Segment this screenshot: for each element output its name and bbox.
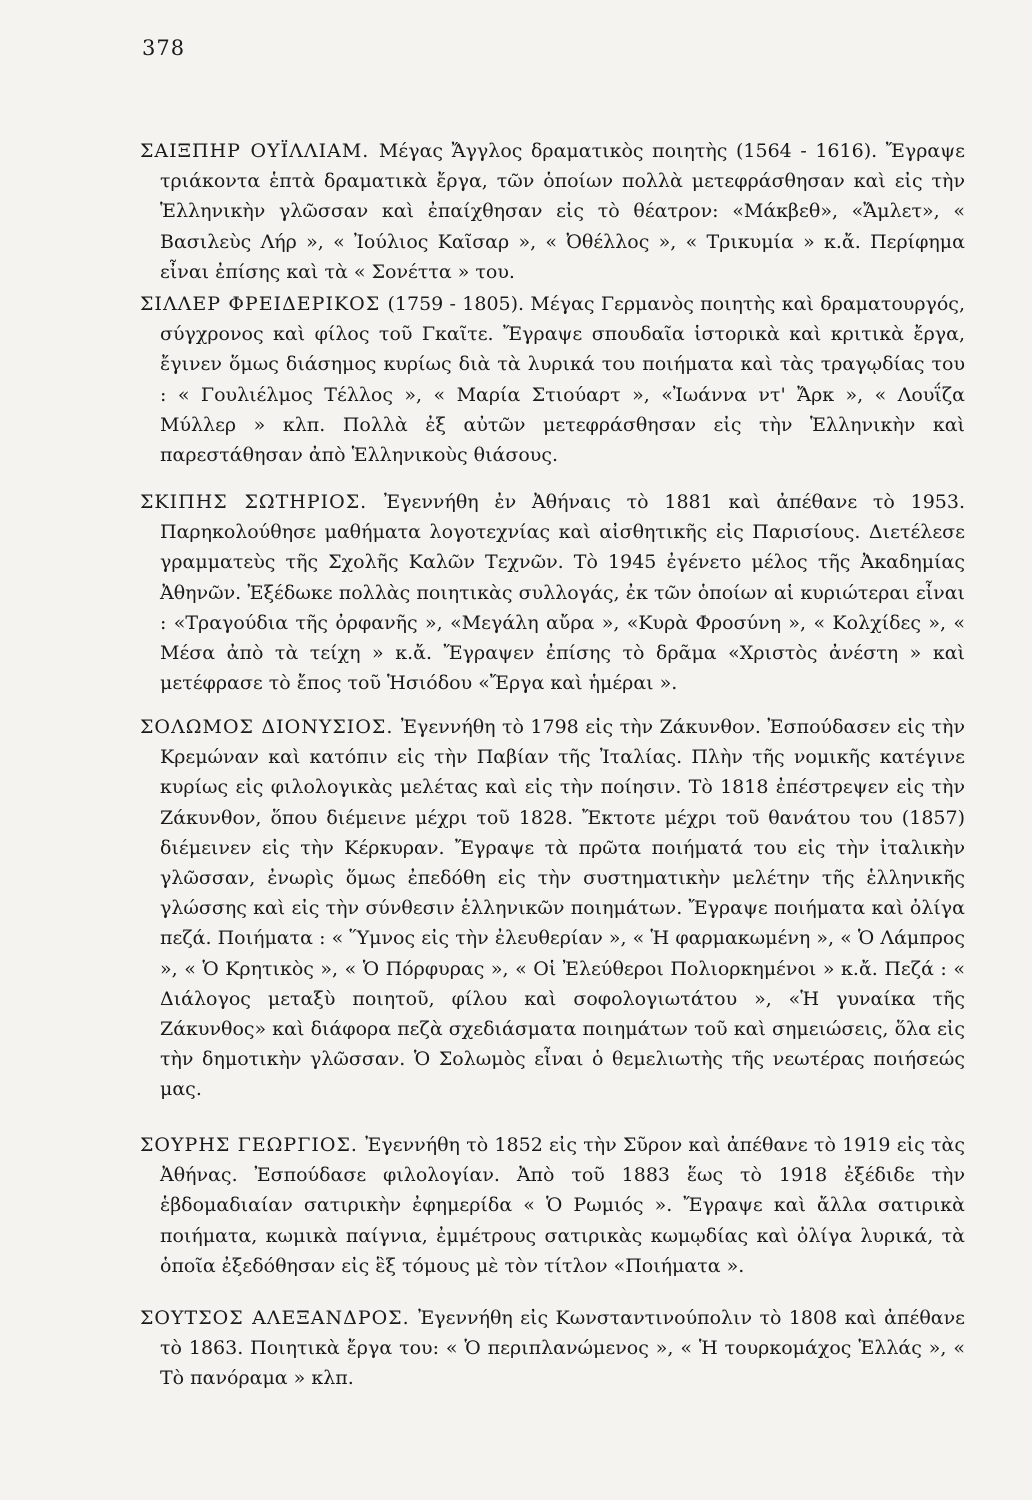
entry-souris	[140, 1130, 965, 1281]
entry-text: Μέγας Ἄγγλος δραματικὸς ποιητὴς (1564 - 1616). Ἔγραψε τριάκοντα ἑπτὰ δραματικὰ ἔργα, τῶν ὁποίων πολλὰ μετεφράσθησαν καὶ εἰς τὴν Ἑλληνικὴν γλῶσσαν καὶ ἐπαίχθησαν εἰς τὸ θέατρον: «Μάκβεθ», «Ἄμλετ», « Βασιλεὺς Λήρ », « Ἰούλιος Καῖσαρ », « Ὀθέλλος », « Τρικυμία » κ.ἄ. Περίφημα εἶναι ἐπίσης καὶ τὰ « Σονέττα » του.	[160, 140, 965, 283]
page-number: 378	[142, 36, 186, 60]
entry-text: Ἐγεννήθη τὸ 1798 εἰς τὴν Ζάκυνθον. Ἐσπούδασεν εἰς τὴν Κρεμώναν καὶ κατόπιν εἰς τὴν Παβίαν τῆς Ἰταλίας. Πλὴν τῆς νομικῆς κατέγινε κυρίως εἰς φιλολογικὰς μελέτας καὶ εἰς τὴν ποίησιν. Τὸ 1818 ἐπέστρεψεν εἰς τὴν Ζάκυνθον, ὅπου διέμεινε μέχρι τοῦ 1828. Ἔκτοτε μέχρι τοῦ θανάτου του (1857) διέμεινεν εἰς τὴν Κέρκυραν. Ἔγραψε τὰ πρῶτα ποιήματά του εἰς τὴν ἰταλικὴν γλῶσσαν, ἐνωρὶς ὅμως ἐπεδόθη εἰς τὴν συστηματικὴν μελέτην τῆς ἑλληνικῆς γλώσσης καὶ εἰς τὴν σύνθεσιν ἑλληνικῶν ποιημάτων. Ἔγραψε ποιήματα καὶ ὀλίγα πεζά. Ποιήματα : « Ὕμνος εἰς τὴν ἐλευθερίαν », « Ἡ φαρμακωμένη », « Ὁ Λάμπρος », « Ὁ Κρητικὸς », « Ὁ Πόρφυρας », « Οἱ Ἐλεύθεροι Πολιορκημένοι » κ.ἄ. Πεζά : « Διάλογος μεταξὺ ποιητοῦ, φίλου καὶ σοφολογιωτάτου », «Ἡ γυναίκα τῆς Ζάκυνθος» καὶ διάφορα πεζὰ σχεδιάσματα ποιημάτων τοῦ καὶ σημειώσεις, ὅλα εἰς τὴν δημοτικὴν γλῶσσαν. Ὁ Σολωμὸς εἶναι ὁ θεμελιωτὴς τῆς νεωτέρας ποιήσεώς μας.	[160, 716, 965, 1101]
entry-skipis	[140, 487, 965, 698]
entry-soutsos	[140, 1303, 965, 1394]
entry-name: ΣΟΛΩΜΟΣ ΔΙΟΝΥΣΙΟΣ.	[140, 716, 401, 738]
entry-text: Ἐγεννήθη εἰς Κωνσταντινούπολιν τὸ 1808 καὶ ἀπέθανε τὸ 1863. Ποιητικὰ ἔργα του: « Ὁ περιπλανώμενος », « Ἡ τουρκομάχος Ἑλλάς », « Τὸ πανόραμα » κλπ.	[160, 1307, 965, 1390]
entry-text: (1759 - 1805). Μέγας Γερμανὸς ποιητὴς καὶ δραματουργός, σύγχρονος καὶ φίλος τοῦ Γκαῖτε. Ἔγραψε σπουδαῖα ἱστορικὰ καὶ κριτικὰ ἔργα, ἔγινεν ὅμως διάσημος κυρίως διὰ τὰ λυρικά του ποιήματα καὶ τὰς τραγῳδίας του : « Γουλιέλμος Τέλλος », « Μαρία Στιούαρτ », «Ἰωάννα ντ' Ἄρκ », « Λουΐζα Μύλλερ » κλπ. Πολλὰ ἐξ αὐτῶν μετεφράσθησαν εἰς τὴν Ἑλληνικὴν καὶ παρεστάθησαν ἀπὸ Ἑλληνικοὺς θιάσους.	[160, 293, 965, 467]
entry-name: ΣΟΥΤΣΟΣ ΑΛΕΞΑΝΔΡΟΣ.	[140, 1307, 419, 1329]
entry-text: Ἐγεννήθη τὸ 1852 εἰς τὴν Σῦρον καὶ ἀπέθανε τὸ 1919 εἰς τὰς Ἀθήνας. Ἐσπούδασε φιλολογίαν. Ἀπὸ τοῦ 1883 ἕως τὸ 1918 ἐξέδιδε τὴν ἑβδομαδιαίαν σατιρικὴν ἐφημερίδα « Ὁ Ρωμιός ». Ἔγραψε καὶ ἄλλα σατιρικὰ ποιήματα, κωμικὰ παίγνια, ἐμμέτρους σατιρικὰς κωμῳδίας καὶ ὀλίγα λυρικά, τὰ ὁποῖα ἐξεδόθησαν εἰς ἓξ τόμους μὲ τὸν τίτλον «Ποιήματα ».	[160, 1134, 965, 1277]
entry-name: ΣΙΛΛΕΡ ΦΡΕΙΔΕΡΙΚΟΣ	[140, 293, 388, 315]
entry-shakespeare	[140, 136, 965, 287]
entry-solomos	[140, 712, 965, 1105]
entry-schiller	[140, 289, 965, 470]
entry-text: Ἐγεννήθη ἐν Ἀθήναις τὸ 1881 καὶ ἀπέθανε τὸ 1953. Παρηκολούθησε μαθήματα λογοτεχνίας καὶ αἰσθητικῆς εἰς Παρισίους. Διετέλεσε γραμματεὺς τῆς Σχολῆς Καλῶν Τεχνῶν. Τὸ 1945 ἐγένετο μέλος τῆς Ἀκαδημίας Ἀθηνῶν. Ἐξέδωκε πολλὰς ποιητικὰς συλλογάς, ἐκ τῶν ὁποίων αἱ κυριώτεραι εἶναι : «Τραγούδια τῆς ὀρφανῆς », «Μεγάλη αὔρα », «Κυρὰ Φροσύνη », « Κολχίδες », « Μέσα ἀπὸ τὰ τείχη » κ.ἄ. Ἔγραψεν ἐπίσης τὸ δρᾶμα «Χριστὸς ἀνέστη » καὶ μετέφρασε τὸ ἔπος τοῦ Ἡσιόδου «Ἔργα καὶ ἡμέραι ».	[160, 491, 965, 695]
entry-name: ΣΟΥΡΗΣ ΓΕΩΡΓΙΟΣ.	[140, 1134, 366, 1156]
entry-name: ΣΚΙΠΗΣ ΣΩΤΗΡΙΟΣ.	[140, 491, 384, 513]
entry-name: ΣΑΙΞΠΗΡ ΟΥΪΛΛΙΑΜ.	[140, 140, 379, 162]
